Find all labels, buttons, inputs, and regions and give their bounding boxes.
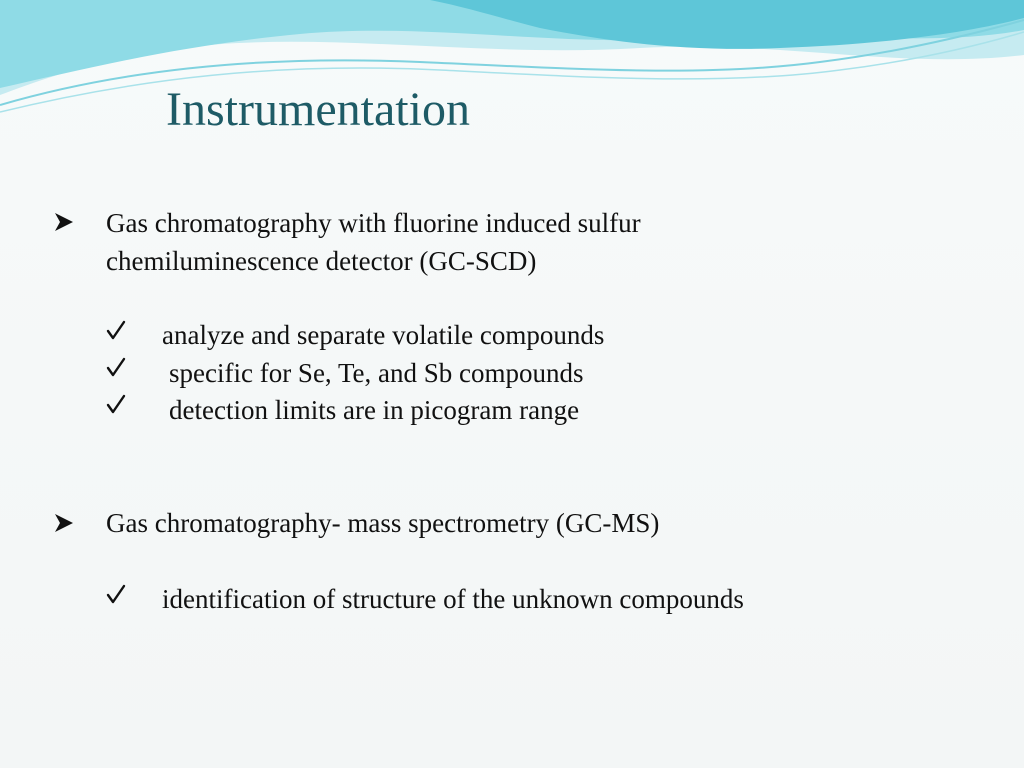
list-item: specific for Se, Te, and Sb compounds (169, 358, 584, 388)
section-heading-line: Gas chromatography- mass spectrometry (GC-MS) (106, 508, 660, 538)
list-item: detection limits are in picogram range (169, 395, 580, 425)
checkmark-icon (106, 319, 126, 341)
slide-title: Instrumentation (166, 83, 470, 136)
checkmark-icon (106, 393, 126, 415)
arrow-bullet-icon (53, 512, 75, 534)
arrow-bullet-icon (53, 211, 75, 233)
checkmark-icon (106, 583, 126, 605)
section-heading-line: Gas chromatography with fluorine induced sulfur (106, 208, 641, 238)
list-item: analyze and separate volatile compounds (162, 320, 605, 350)
checkmark-icon (106, 356, 126, 378)
section-heading-line: chemiluminescence detector (GC-SCD) (106, 246, 537, 276)
list-item: identification of structure of the unknown compounds (162, 584, 744, 614)
